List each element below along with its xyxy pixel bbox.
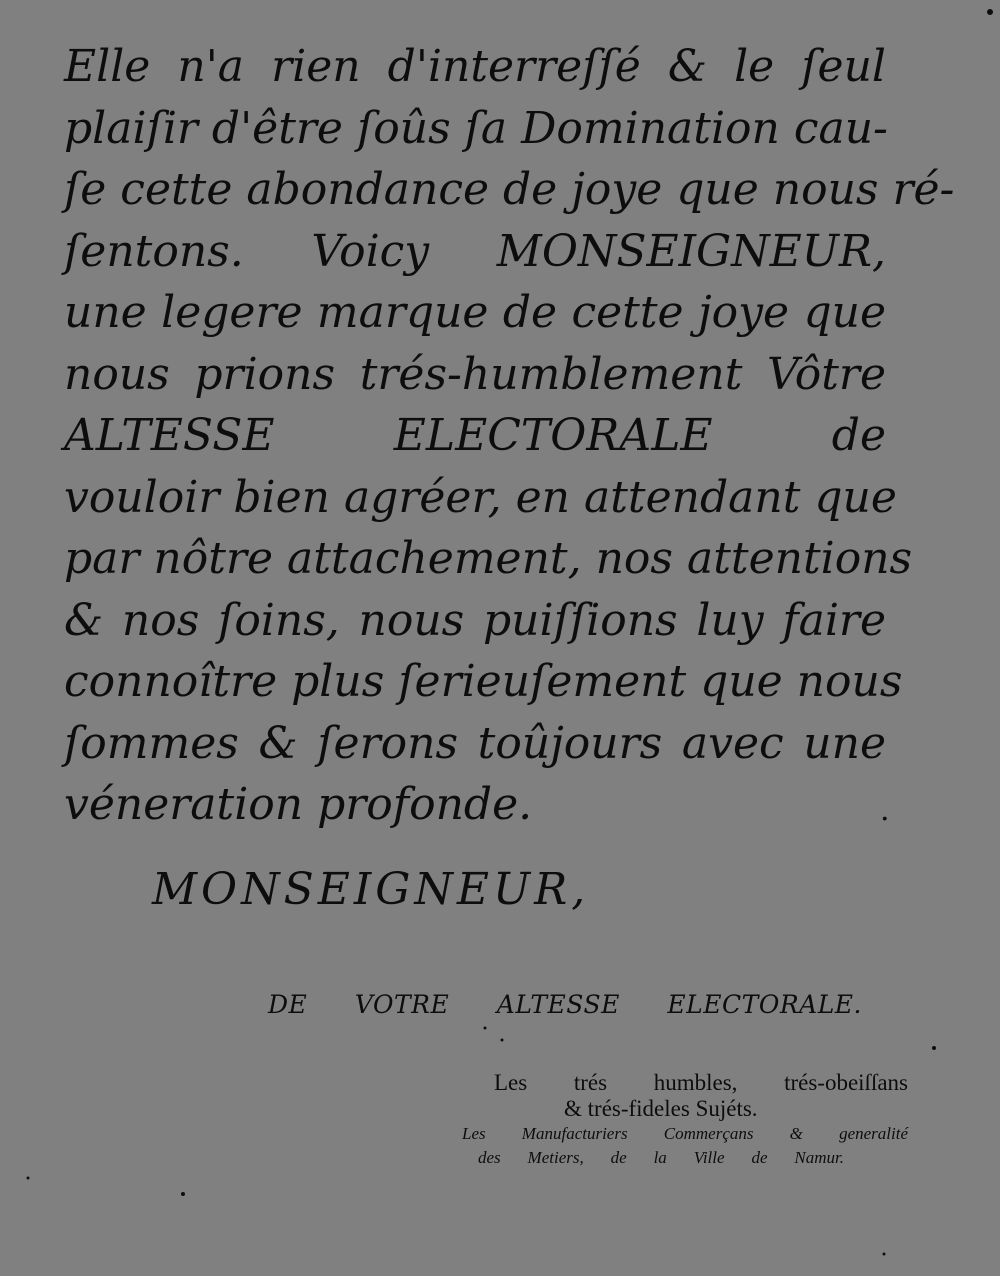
- letter-body: [64, 36, 955, 836]
- body-line: ſe cette abondance de joye que nous ré-: [64, 164, 955, 215]
- signature-line: Les trés humbles, trés-obeiſſans: [494, 1070, 908, 1095]
- speck: [181, 1192, 185, 1196]
- body-line: nous prions trés-humblement Vôtre: [64, 348, 886, 400]
- body-line: ALTESSE ELECTORALE de: [64, 410, 886, 461]
- salutation: MONSEIGNEUR,: [152, 864, 590, 915]
- closing-line: DE VOTRE ALTESSE ELECTORALE.: [268, 990, 862, 1019]
- body-line: vouloir bien agréer, en attendant que: [64, 471, 897, 523]
- body-line: connoître plus ſerieuſement que nous: [64, 656, 903, 707]
- speck: [501, 1039, 504, 1042]
- speck: [932, 1046, 936, 1050]
- signature-line: Les Manufacturiers Commerçans & generalité: [462, 1124, 908, 1143]
- end-mark: .: [880, 793, 890, 828]
- body-line: ſommes & ſerons toûjours avec une: [64, 717, 886, 769]
- body-line: plaiſir d'être ſoûs ſa Domination cau-: [64, 102, 888, 154]
- speck: [883, 1253, 886, 1256]
- body-line: véneration profonde.: [64, 779, 533, 830]
- speck: [27, 1177, 30, 1180]
- body-line: ſentons. Voicy MONSEIGNEUR,: [64, 225, 886, 277]
- signature-line: & trés-fideles Sujéts.: [564, 1096, 758, 1121]
- body-line: une legere marque de cette joye que: [64, 287, 886, 338]
- signature-block: [462, 1070, 908, 1170]
- body-line: Elle n'a rien d'interreſſé & le ſeul: [64, 41, 886, 92]
- speck: [484, 1027, 487, 1030]
- speck: [987, 9, 993, 15]
- body-line: & nos ſoins, nous puiſſions luy faire: [64, 594, 886, 646]
- signature-line: des Metiers, de la Ville de Namur.: [478, 1148, 844, 1167]
- body-line: par nôtre attachement, nos attentions: [64, 533, 913, 584]
